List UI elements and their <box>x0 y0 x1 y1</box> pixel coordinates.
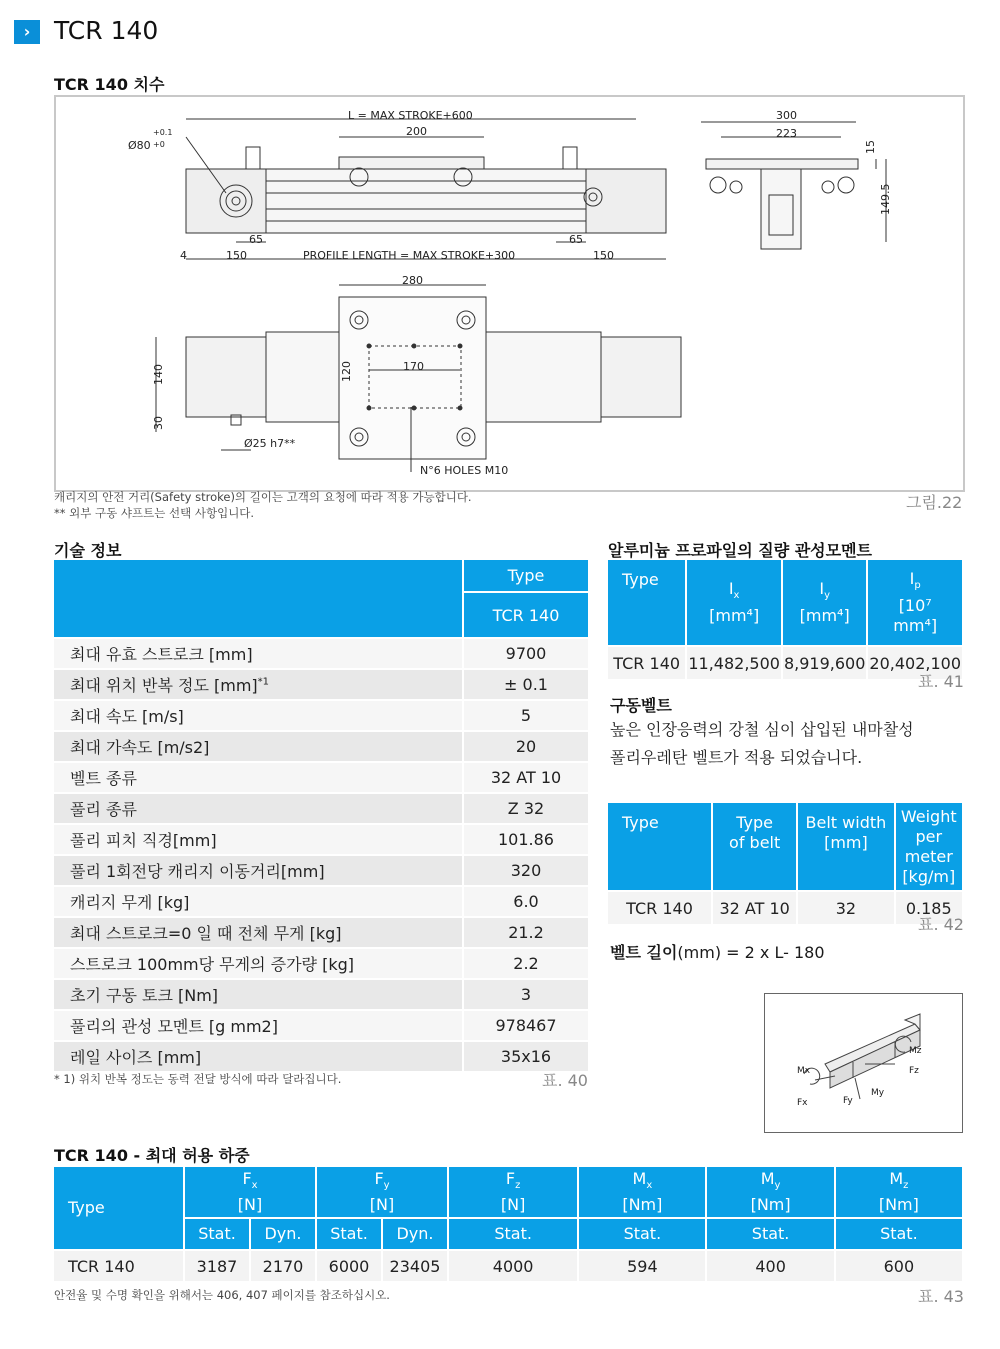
iy-sub: y <box>824 590 830 602</box>
belt-length <box>610 940 825 963</box>
dim-120: 120 <box>340 361 353 382</box>
tech-header-model: TCR 140 <box>464 593 588 637</box>
tech-label: 풀리 1회전당 캐리지 이동거리[mm] <box>54 856 462 885</box>
fx-unit: [N] <box>237 1194 263 1214</box>
fy-sub: y <box>383 1180 390 1192</box>
table-row <box>608 647 962 679</box>
dim-300: 300 <box>776 109 797 122</box>
dim-length: L = MAX STROKE+600 <box>348 109 473 122</box>
tech-label: 캐리지 무게 [kg] <box>54 887 462 916</box>
mx-sub: x <box>646 1180 653 1192</box>
header-mz <box>836 1167 962 1217</box>
belt-section-title: 구동벨트 <box>610 696 672 715</box>
table-row <box>54 763 588 792</box>
label-mz: Mz <box>909 1046 922 1056</box>
mz-sub: z <box>903 1180 909 1192</box>
tol-zero: +0 <box>153 140 165 149</box>
belt-width: 32 <box>798 892 893 924</box>
tech-section-title: 기술 정보 <box>54 541 122 560</box>
dim-30: 30 <box>152 416 165 430</box>
belt-length-formula: (mm) = 2 x L- 180 <box>677 943 825 962</box>
table-row <box>54 887 588 916</box>
mz-symbol: M <box>889 1169 904 1189</box>
fz-stat-header: Stat. <box>449 1219 577 1249</box>
header-mx <box>579 1167 705 1217</box>
belt-length-label: 벨트 길이 <box>610 943 678 962</box>
table-row <box>54 794 588 823</box>
my-stat: 400 <box>707 1251 833 1281</box>
dim-149-5: 149.5 <box>879 183 892 215</box>
weight-2: per <box>915 826 943 846</box>
loads-section-title: TCR 140 - 최대 허용 하중 <box>54 1146 250 1165</box>
dim-150a: 150 <box>226 249 247 262</box>
technical-drawing <box>54 95 965 492</box>
belt-belt: 32 AT 10 <box>713 892 796 924</box>
chevron-right-icon: › <box>14 20 40 44</box>
figure-label: 그림.22 <box>906 493 963 512</box>
holes-label: N°6 HOLES M10 <box>420 464 509 477</box>
fx-symbol: F <box>242 1169 252 1189</box>
label-fy: Fy <box>843 1096 853 1106</box>
shaft-label: Ø25 h7** <box>244 437 296 450</box>
tech-table-label: 표. 40 <box>542 1071 588 1090</box>
end-view <box>701 122 886 249</box>
dim-4: 4 <box>180 249 187 262</box>
safety-stroke-note: 캐리지의 안전 거리(Safety stroke)의 길이는 고객의 요청에 따라 적용 가능합니다. <box>54 490 472 504</box>
fy-stat: 6000 <box>317 1251 381 1281</box>
fx-dyn-header: Dyn. <box>251 1219 315 1249</box>
loads-table <box>52 1165 964 1283</box>
fy-symbol: F <box>374 1169 384 1189</box>
fy-unit: [N] <box>369 1194 395 1214</box>
tech-label: 최대 가속도 [m/s2] <box>54 732 462 761</box>
my-symbol: M <box>760 1169 775 1189</box>
label-fx: Fx <box>797 1098 808 1108</box>
belt-type: TCR 140 <box>608 892 711 924</box>
iy-unit: [mm⁴] <box>799 606 850 626</box>
inertia-type: TCR 140 <box>608 647 685 679</box>
dim-200: 200 <box>406 125 427 138</box>
width-1: Belt width <box>805 813 887 832</box>
type-belt-2: of belt <box>729 833 781 852</box>
tech-label: 최대 스트로크=0 일 때 전체 무게 [kg] <box>54 918 462 947</box>
loads-type: TCR 140 <box>54 1251 183 1281</box>
tech-label: 초기 구동 토크 [Nm] <box>54 980 462 1009</box>
top-view <box>156 285 681 472</box>
type-belt-1: Type <box>736 813 774 832</box>
inertia-ix: 11,482,500 <box>687 647 781 679</box>
ix-symbol: I <box>728 578 734 598</box>
belt-header-weight <box>896 803 962 890</box>
fz-unit: [N] <box>500 1194 526 1214</box>
header-fy <box>317 1167 447 1217</box>
dim-profile-length: PROFILE LENGTH = MAX STROKE+300 <box>303 249 516 262</box>
tech-label: 최대 위치 반복 정도 [mm] <box>70 676 258 695</box>
tech-value: 35x16 <box>464 1042 588 1071</box>
dim-170: 170 <box>403 360 424 373</box>
mz-stat-header: Stat. <box>836 1219 962 1249</box>
loads-footnote: 안전율 및 수명 확인을 위해서는 406, 407 페이지를 참조하십시오. <box>54 1288 390 1302</box>
ix-sub: x <box>733 590 740 602</box>
fy-stat-header: Stat. <box>317 1219 381 1249</box>
tech-label: 레일 사이즈 [mm] <box>54 1042 462 1071</box>
loads-header-type: Type <box>54 1167 183 1249</box>
tech-table <box>52 558 590 1073</box>
tech-value: 320 <box>464 856 588 885</box>
table-row <box>54 732 588 761</box>
inertia-table-label: 표. 41 <box>918 672 964 691</box>
tech-value: ± 0.1 <box>464 670 588 699</box>
shaft-note: ** 외부 구동 샤프트는 선택 사항입니다. <box>54 506 255 520</box>
mx-stat: 594 <box>579 1251 705 1281</box>
tech-label-cell <box>54 670 462 699</box>
belt-weight: 0.185 <box>896 892 962 924</box>
label-fz: Fz <box>909 1066 919 1076</box>
tech-value: 21.2 <box>464 918 588 947</box>
tech-value: 9700 <box>464 639 588 668</box>
tech-header-blank <box>54 560 462 637</box>
dim-150b: 150 <box>593 249 614 262</box>
weight-3: meter <box>904 846 953 866</box>
tech-label: 최대 속도 [m/s] <box>54 701 462 730</box>
table-row <box>54 1251 962 1281</box>
tech-header-type: Type <box>464 560 588 591</box>
belt-text-1: 높은 인장응력의 강철 심이 삽입된 내마찰성 <box>610 720 914 739</box>
header-my <box>707 1167 833 1217</box>
my-unit: [Nm] <box>750 1194 791 1214</box>
table-row <box>54 980 588 1009</box>
belt-table-label: 표. 42 <box>918 915 964 934</box>
loads-table-label: 표. 43 <box>918 1287 964 1306</box>
fz-symbol: F <box>505 1169 516 1189</box>
belt-header-width <box>798 803 893 890</box>
fy-dyn: 23405 <box>383 1251 447 1281</box>
tech-label: 벨트 종류 <box>54 763 462 792</box>
inertia-header-iy <box>783 560 866 645</box>
tech-value: 6.0 <box>464 887 588 916</box>
width-2: [mm] <box>824 833 868 852</box>
page-title: TCR 140 <box>54 16 159 45</box>
table-row <box>54 856 588 885</box>
tech-value: 20 <box>464 732 588 761</box>
mz-stat: 600 <box>836 1251 962 1281</box>
dim-280: 280 <box>402 274 423 287</box>
table-row <box>54 639 588 668</box>
ip-unit1: [10⁷ <box>898 596 932 616</box>
tech-label-sup: *1 <box>257 676 270 688</box>
fz-stat: 4000 <box>449 1251 577 1281</box>
ip-symbol: I <box>909 568 915 588</box>
table-row <box>54 825 588 854</box>
dim-223: 223 <box>776 127 797 140</box>
inertia-header-ix <box>687 560 781 645</box>
tech-value: 101.86 <box>464 825 588 854</box>
tech-value: Z 32 <box>464 794 588 823</box>
belt-header-type-belt <box>713 803 796 890</box>
inertia-section-title: 알루미늄 프로파일의 질량 관성모멘트 <box>608 541 873 560</box>
axes-diagram <box>764 993 963 1133</box>
dim-d80: Ø80 <box>128 139 151 152</box>
tech-label: 스트로크 100mm당 무게의 증가량 [kg] <box>54 949 462 978</box>
belt-table <box>606 801 964 926</box>
table-row <box>54 1011 588 1040</box>
tech-value: 2.2 <box>464 949 588 978</box>
tol-plus: +0.1 <box>153 128 173 137</box>
tech-label: 풀리 피치 직경[mm] <box>54 825 462 854</box>
ix-unit: [mm⁴] <box>709 606 760 626</box>
inertia-table <box>606 558 964 681</box>
table-row <box>54 949 588 978</box>
dim-65a: 65 <box>249 233 263 246</box>
tech-label: 풀리 종류 <box>54 794 462 823</box>
fx-stat-header: Stat. <box>185 1219 249 1249</box>
weight-4: [kg/m] <box>902 866 956 886</box>
tech-value: 978467 <box>464 1011 588 1040</box>
inertia-header-ip <box>868 560 962 645</box>
belt-header-type: Type <box>608 803 711 890</box>
tech-value: 5 <box>464 701 588 730</box>
table-row <box>54 918 588 947</box>
inertia-header-type: Type <box>608 560 685 645</box>
dim-140: 140 <box>152 364 165 385</box>
weight-1: Weight <box>900 806 957 826</box>
mx-stat-header: Stat. <box>579 1219 705 1249</box>
fx-sub: x <box>251 1180 258 1192</box>
dim-15: 15 <box>864 140 877 154</box>
table-row <box>608 892 962 924</box>
tech-label: 최대 유효 스트로크 [mm] <box>54 639 462 668</box>
fx-stat: 3187 <box>185 1251 249 1281</box>
tech-footnote: * 1) 위치 반복 정도는 동력 전달 방식에 따라 달라집니다. <box>54 1072 342 1086</box>
header-fz <box>449 1167 577 1217</box>
fy-dyn-header: Dyn. <box>383 1219 447 1249</box>
fz-sub: z <box>515 1180 521 1192</box>
iy-symbol: I <box>819 578 825 598</box>
ip-unit2: mm⁴] <box>893 616 938 636</box>
mx-symbol: M <box>632 1169 647 1189</box>
table-row <box>54 670 588 699</box>
table-row <box>54 1042 588 1071</box>
table-row <box>54 701 588 730</box>
dim-65b: 65 <box>569 233 583 246</box>
inertia-ip: 20,402,100 <box>868 647 962 679</box>
tech-label: 풀리의 관성 모멘트 [g mm2] <box>54 1011 462 1040</box>
tech-value: 3 <box>464 980 588 1009</box>
label-mx: Mx <box>797 1066 811 1076</box>
mx-unit: [Nm] <box>622 1194 663 1214</box>
mz-unit: [Nm] <box>878 1194 919 1214</box>
tech-value: 32 AT 10 <box>464 763 588 792</box>
inertia-iy: 8,919,600 <box>783 647 866 679</box>
ip-sub: p <box>914 580 921 592</box>
my-stat-header: Stat. <box>707 1219 833 1249</box>
fx-dyn: 2170 <box>251 1251 315 1281</box>
drawing-section-title: TCR 140 치수 <box>54 75 165 94</box>
my-sub: y <box>774 1180 781 1192</box>
label-my: My <box>871 1088 885 1098</box>
belt-text-2: 폴리우레탄 벨트가 적용 되었습니다. <box>610 748 863 767</box>
header-fx <box>185 1167 315 1217</box>
